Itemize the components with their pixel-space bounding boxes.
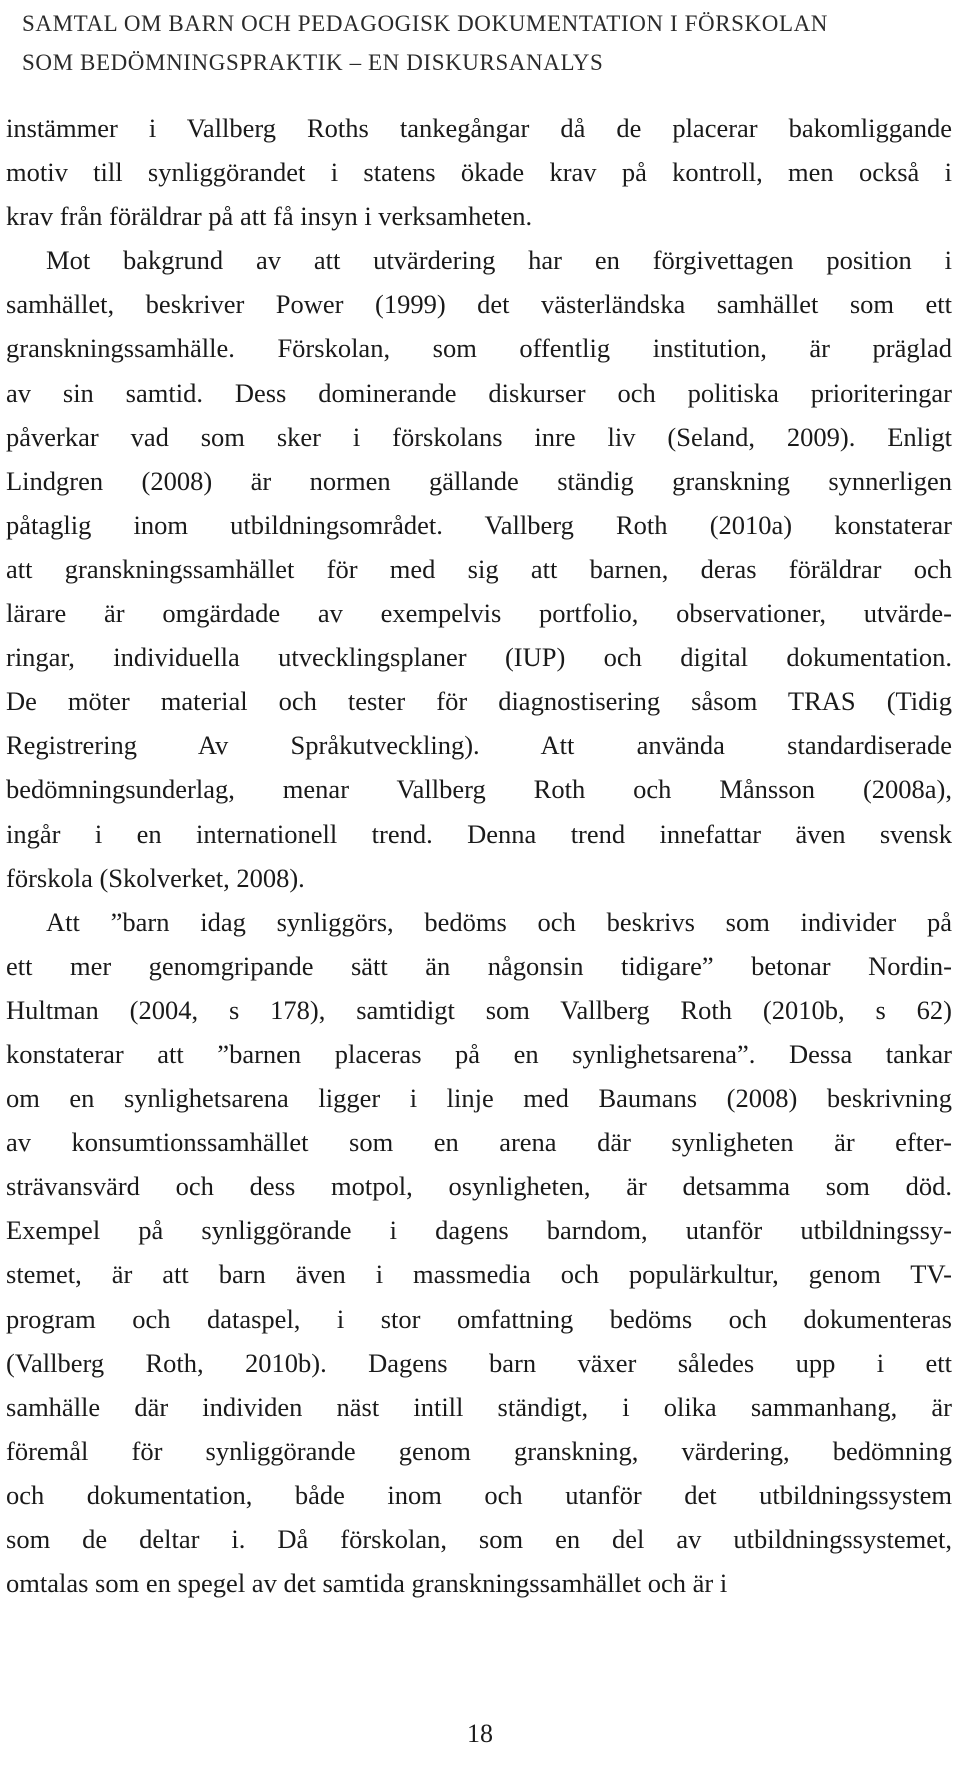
paragraph-2-line: Mot bakgrund av att utvärdering har en förgivettagen position i xyxy=(46,245,952,276)
paragraph-3-line: (Vallberg Roth, 2010b). Dagens barn växer således upp i ett xyxy=(6,1347,952,1378)
paragraph-2-line: lärare är omgärdade av exempelvis portfolio, observationer, utvärde- xyxy=(6,598,952,629)
body-text xyxy=(6,106,952,1605)
paragraph-3-line: av konsumtionssamhället som en arena där synligheten är efter- xyxy=(6,1127,952,1158)
paragraph-2-line: av sin samtid. Dess dominerande diskurser och politiska prioriteringar xyxy=(6,377,952,408)
paragraph-3-line: program och dataspel, i stor omfattning bedöms och dokumenteras xyxy=(6,1303,952,1334)
running-header-line-2: SOM BEDÖMNINGSPRAKTIK – EN DISKURSANALYS xyxy=(22,50,604,75)
paragraph-3-line: föremål för synliggörande genom granskning, värdering, bedömning xyxy=(6,1435,952,1466)
page-number: 18 xyxy=(467,1719,493,1748)
paragraph-1-line: instämmer i Vallberg Roths tankegångar då de placerar bakomliggande xyxy=(6,113,952,143)
paragraph-2-line: ingår i en internationell trend. Denna trend innefattar även svensk xyxy=(6,818,952,849)
paragraph-3-line: Hultman (2004, s 178), samtidigt som Vallberg Roth (2010b, s 62) xyxy=(6,994,952,1025)
paragraph-3-line: strävansvärd och dess motpol, osynligheten, är detsamma som död. xyxy=(6,1171,952,1202)
paragraph-2-line: ringar, individuella utvecklingsplaner (IUP) och digital dokumentation. xyxy=(6,642,952,673)
running-header xyxy=(22,4,942,82)
paragraph-3-line: omtalas som en spegel av det samtida granskningssamhället och är i xyxy=(6,1568,728,1599)
paragraph-3-line: konstaterar att ”barnen placeras på en synlighetsarena”. Dessa tankar xyxy=(6,1038,952,1069)
paragraph-3-line: som de deltar i. Då förskolan, som en del av utbildningssystemet, xyxy=(6,1524,952,1554)
paragraph-2-line: Registrering Av Språkutveckling). Att använda standardiserade xyxy=(6,730,952,761)
running-header-line-1: SAMTAL OM BARN OCH PEDAGOGISK DOKUMENTATION I FÖRSKOLAN xyxy=(22,11,829,36)
paragraph-3-line: Att ”barn idag synliggörs, bedöms och beskrivs som individer på xyxy=(46,906,952,937)
paragraph-2-line: bedömningsunderlag, menar Vallberg Roth och Månsson (2008a), xyxy=(6,774,952,805)
paragraph-1-line: krav från föräldrar på att få insyn i verksamheten. xyxy=(6,201,533,232)
paragraph-2-line: samhället, beskriver Power (1999) det västerländska samhället som ett xyxy=(6,289,952,320)
paragraph-3-line: om en synlighetsarena ligger i linje med Baumans (2008) beskrivning xyxy=(6,1083,952,1114)
paragraph-2-line: att granskningssamhället för med sig att barnen, deras föräldrar och xyxy=(6,553,952,584)
paragraph-2-line: påtaglig inom utbildningsområdet. Vallberg Roth (2010a) konstaterar xyxy=(6,509,952,540)
paragraph-2-line: förskola (Skolverket, 2008). xyxy=(6,862,305,893)
paragraph-3-line: samhälle där individen näst intill ständigt, i olika sammanhang, är xyxy=(6,1391,952,1422)
paragraph-2-line: granskningssamhälle. Förskolan, som offentlig institution, är präglad xyxy=(6,333,952,364)
paragraph-1-line: motiv till synliggörandet i statens ökade krav på kontroll, men också i xyxy=(6,157,952,188)
paragraph-2-line: De möter material och tester för diagnostisering såsom TRAS (Tidig xyxy=(6,686,952,717)
paragraph-3-line: och dokumentation, både inom och utanför det utbildningssystem xyxy=(6,1479,952,1510)
paragraph-3-line: ett mer genomgripande sätt än någonsin tidigare” betonar Nordin- xyxy=(6,950,952,981)
paragraph-3-line: Exempel på synliggörande i dagens barndom, utanför utbildningssy- xyxy=(6,1215,952,1246)
paragraph-3-line: stemet, är att barn även i massmedia och populärkultur, genom TV- xyxy=(6,1259,952,1290)
paragraph-2-line: Lindgren (2008) är normen gällande ständig granskning synnerligen xyxy=(6,465,952,496)
paragraph-2-line: påverkar vad som sker i förskolans inre liv (Seland, 2009). Enligt xyxy=(6,421,952,452)
